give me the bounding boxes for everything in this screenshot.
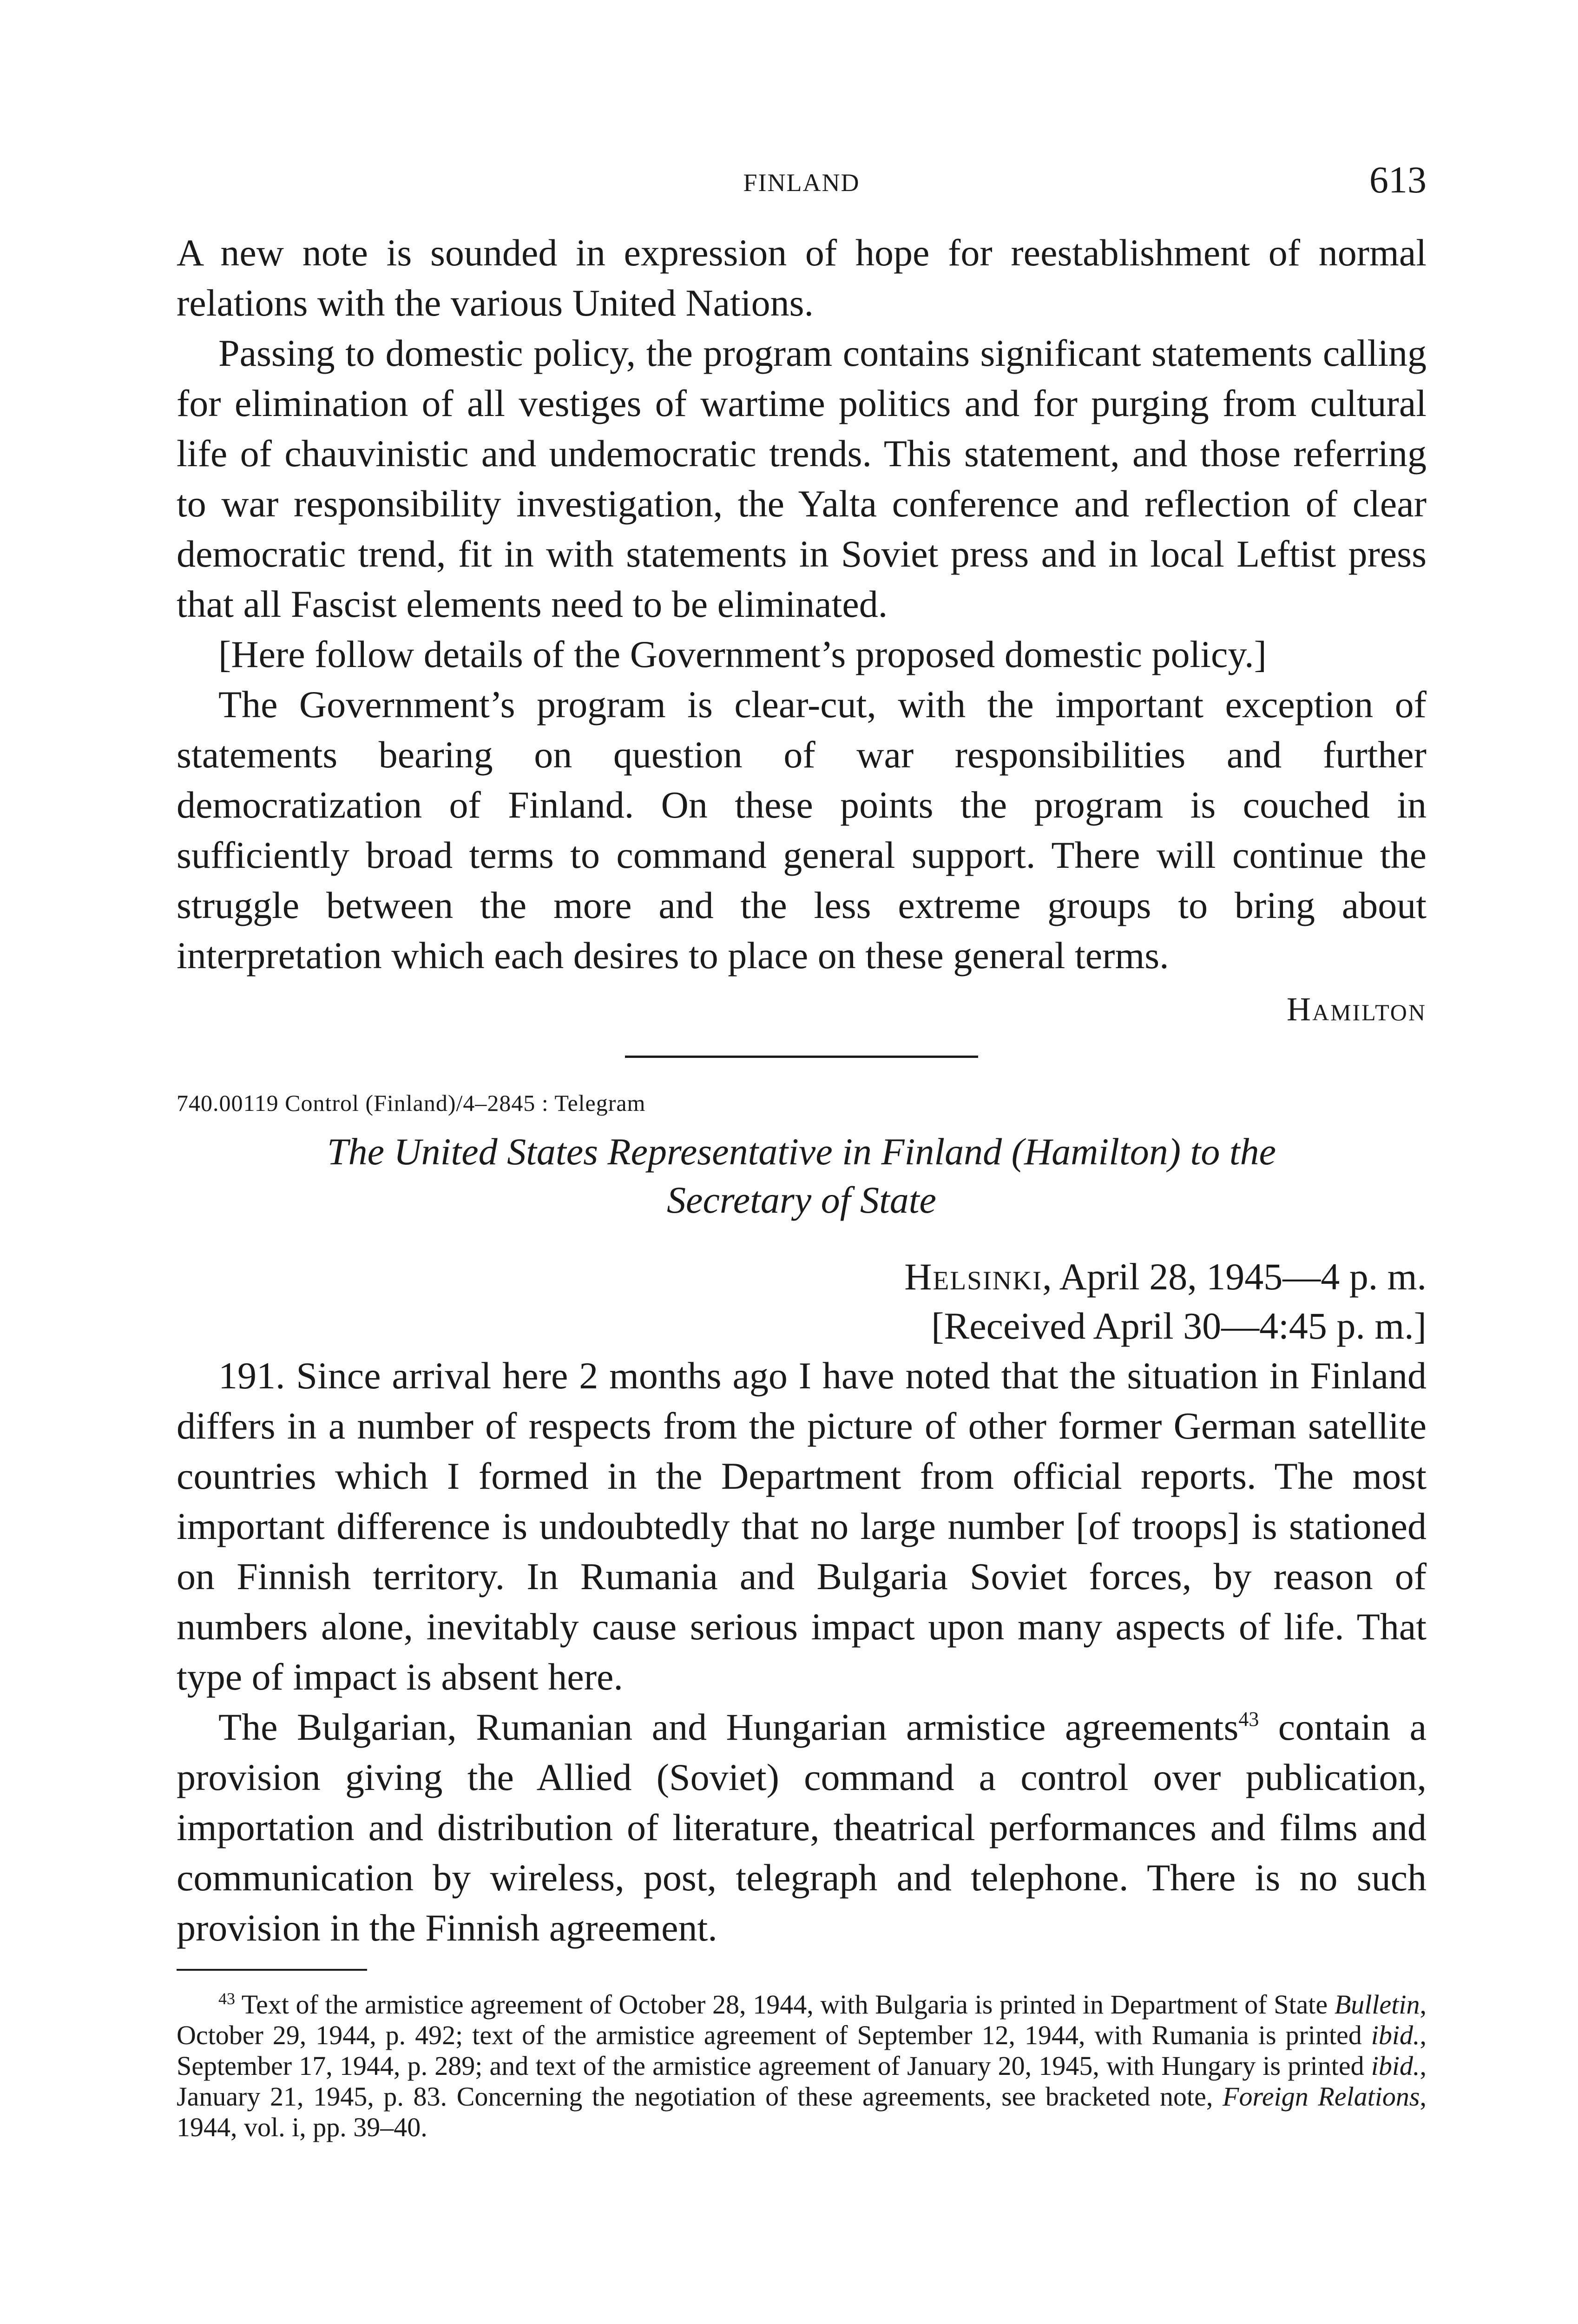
previous-document-body (177, 228, 1427, 981)
heading-line: Secretary of State (667, 1179, 936, 1221)
document-body (177, 1351, 1427, 1953)
running-head (177, 158, 1427, 218)
dateline (177, 1252, 1427, 1351)
signature: Hamilton (1286, 990, 1427, 1028)
footnote-marker: 43 (218, 1989, 235, 2008)
footnote-text: , 1944, vol. i, pp. 39–40. (177, 2081, 1427, 2142)
paragraph-text: The Bulgarian, Rumanian and Hungarian armistice agreements (218, 1706, 1239, 1748)
paragraph: 191. Since arrival here 2 months ago I have noted that the situation in Finland differs in a number of respects from the picture of other former German satellite countries which I formed in the Department from official reports. The most important difference is undoubtedly that no large number [of troops] is stationed on Finnish territory. In Rumania and Bulgaria Soviet forces, by reason of numbers alone, inevitably cause serious impact upon many aspects of life. That type of impact is absent here. (177, 1354, 1427, 1698)
running-title: FINLAND (743, 169, 860, 197)
paragraph: A new note is sounded in expression of hope for reestablishment of normal relations with the various United Nations. (177, 231, 1427, 324)
paragraph: Passing to domestic policy, the program contains significant statements calling for elimination of all vestiges of wartime politics and for purging from cultural life of chauvinistic and undemocratic trends. This statement, and those referring to war responsibility investigation, the Yalta conference and reflection of clear democratic trend, fit in with statements in Soviet press and in local Leftist press that all Fascist elements need to be eliminated. (177, 332, 1427, 625)
dateline-place: Helsinki (904, 1255, 1043, 1298)
document-heading (177, 1128, 1427, 1224)
file-reference: 740.00119 Control (Finland)/4–2845 : Telegram (177, 1090, 646, 1116)
section-divider (625, 1056, 978, 1058)
footnote-italic: ibid. (1371, 2020, 1420, 2050)
dateline-date: , April 28, 1945—4 p. m. (1042, 1255, 1427, 1298)
dateline-place-date (177, 1252, 1427, 1301)
footnote-text: Text of the armistice agreement of October 28, 1944, with Bulgaria is printed in Department of State (235, 1989, 1335, 2020)
editorial-note: [Here follow details of the Government’s proposed domestic policy.] (218, 633, 1267, 675)
paragraph-text: contain a provision giving the Allied (Soviet) command a control over publication, importation and distribution of literature, theatrical performances and films and communication by wireless, post, telegraph and telephone. There is no such provision in the Finnish agreement. (177, 1706, 1427, 1949)
footnote-rule (177, 1969, 367, 1971)
paragraph (177, 1702, 1427, 1953)
page-number: 613 (1369, 158, 1427, 201)
footnote-italic: ibid. (1371, 2051, 1420, 2081)
paragraph: The Government’s program is clear-cut, with the important exception of statements bearing on question of war responsibilities and further democratization of Finland. On these points the program is couched in sufficiently broad terms to command general support. There will continue the struggle between the more and the less extreme groups to bring about interpretation which each desires to place on these general terms. (177, 683, 1427, 977)
footnote-text: , September 17, 1944, p. 289; and text of the armistice agreement of January 20, 1945, with Hungary is printed (177, 2020, 1427, 2081)
footnote (177, 1989, 1427, 2143)
document-page (177, 158, 1427, 2143)
footnote-reference: 43 (1238, 1708, 1259, 1730)
footnote-text: , January 21, 1945, p. 83. Concerning the negotiation of these agreements, see bracketed note, (177, 2051, 1427, 2112)
footnote-italic: Foreign Relations (1223, 2081, 1420, 2112)
heading-line: The United States Representative in Finland (Hamilton) to the (327, 1130, 1276, 1173)
footnote-italic: Bulletin (1334, 1989, 1420, 2020)
footnote-text: , October 29, 1944, p. 492; text of the armistice agreement of September 12, 1944, with Rumania is printed (177, 1989, 1427, 2050)
dateline-received: [Received April 30—4:45 p. m.] (931, 1305, 1427, 1347)
